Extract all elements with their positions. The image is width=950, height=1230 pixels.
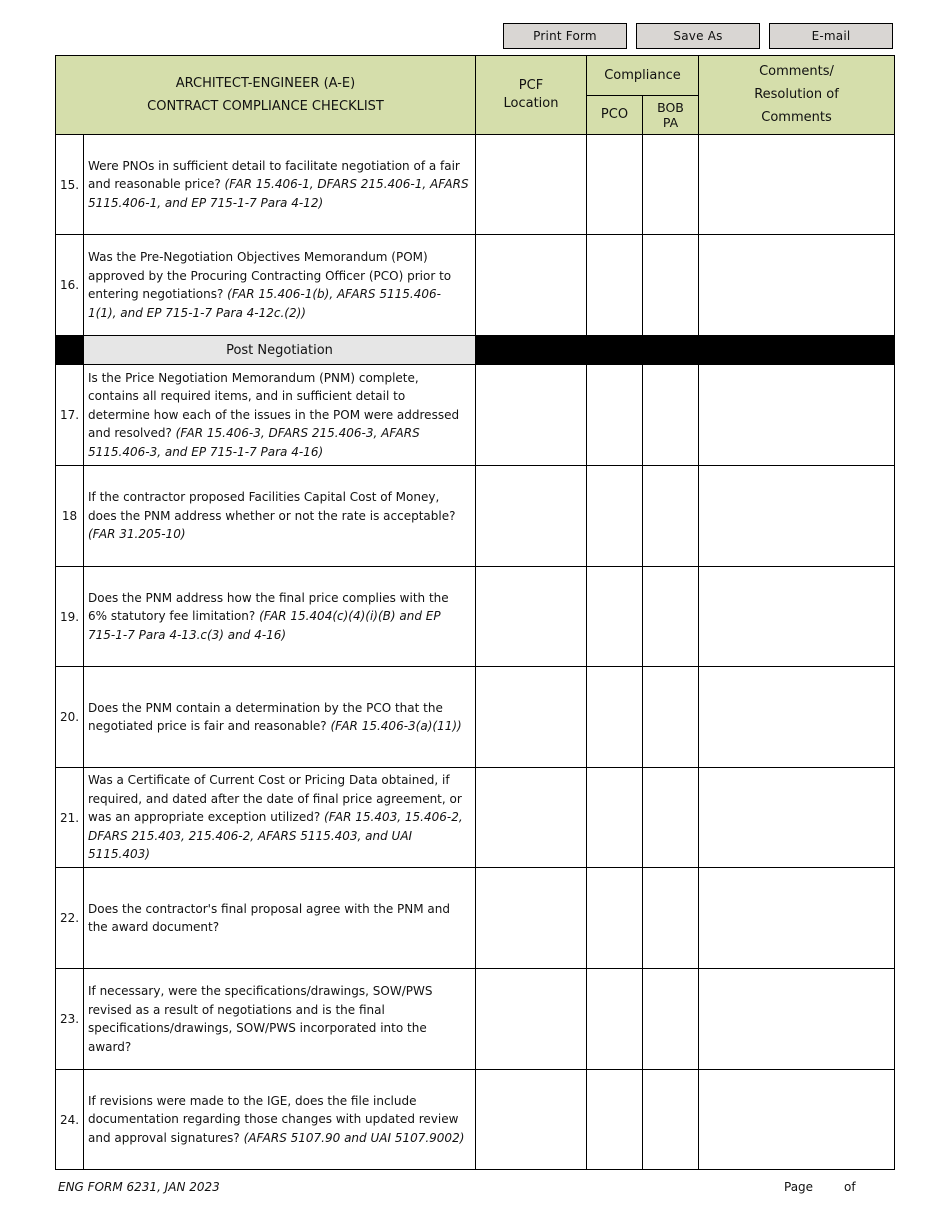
item-number: 17. <box>56 365 84 466</box>
comments-field[interactable] <box>699 135 895 235</box>
citation: (FAR 15.406-3, DFARS 215.406-3, AFARS 5115.406-3, and EP 715-1-7 Para 4-16) <box>88 426 420 459</box>
checklist-table <box>55 55 895 1170</box>
pcf-location-field[interactable] <box>476 466 587 567</box>
question-body: If the contractor proposed Facilities Capital Cost of Money, does the PNM address whether or not the rate is acceptable? <box>88 490 456 523</box>
question-body: Was a Certificate of Current Cost or Pricing Data obtained, if required, and dated after the date of final price agreement, or was an appropriate exception utilized? <box>88 773 462 825</box>
bob-pa-header <box>643 96 699 135</box>
question-body: If necessary, were the specifications/drawings, SOW/PWS revised as a result of negotiations and is the final specifications/drawings, SOW/PWS incorporated into the award? <box>88 984 433 1054</box>
print-form-button[interactable]: Print Form <box>503 23 627 49</box>
citation: (FAR 15.404(c)(4)(i)(B) and EP 715-1-7 Para 4-13.c(3) and 4-16) <box>88 609 441 642</box>
bob-pa-field[interactable] <box>643 667 699 768</box>
of-label: of <box>844 1180 856 1194</box>
bob-pa-field[interactable] <box>643 868 699 969</box>
comments-field[interactable] <box>699 868 895 969</box>
save-as-button[interactable]: Save As <box>636 23 760 49</box>
pco-field[interactable] <box>587 135 643 235</box>
comments-field[interactable] <box>699 567 895 667</box>
pcf-label: PCF <box>518 78 544 93</box>
question-text <box>84 1070 476 1170</box>
bob-pa-field[interactable] <box>643 365 699 466</box>
pco-field[interactable] <box>587 466 643 567</box>
bob-pa-field[interactable] <box>643 969 699 1070</box>
pcf-location-field[interactable] <box>476 365 587 466</box>
item-number: 24. <box>56 1070 84 1170</box>
pcf-location-field[interactable] <box>476 567 587 667</box>
pco-field[interactable] <box>587 365 643 466</box>
question-body: Does the PNM contain a determination by the PCO that the negotiated price is fair and reasonable? <box>88 700 443 733</box>
question-body: If revisions were made to the IGE, does the file include documentation regarding those changes with updated review and approval signatures? <box>88 1093 459 1145</box>
item-number: 15. <box>56 135 84 235</box>
comments-field[interactable] <box>699 667 895 768</box>
pco-field[interactable] <box>587 868 643 969</box>
section-marker <box>56 336 84 365</box>
compliance-header: Compliance <box>587 56 699 96</box>
pco-field[interactable] <box>587 1070 643 1170</box>
table-row <box>56 667 895 768</box>
comments-field[interactable] <box>699 969 895 1070</box>
pcf-location-header <box>476 56 587 135</box>
question-text <box>84 235 476 336</box>
table-row <box>56 567 895 667</box>
pa-label: PA <box>662 115 679 130</box>
table-row <box>56 135 895 235</box>
citation: (FAR 15.406-3(a)(11)) <box>330 719 462 733</box>
table-row <box>56 466 895 567</box>
section-title: Post Negotiation <box>84 336 476 365</box>
citation: (FAR 15.406-1, DFARS 215.406-1, AFARS 5115.406-1, and EP 715-1-7 Para 4-12) <box>88 177 469 210</box>
pco-field[interactable] <box>587 235 643 336</box>
title-line-2: CONTRACT COMPLIANCE CHECKLIST <box>147 98 384 114</box>
question-text <box>84 135 476 235</box>
email-button[interactable]: E-mail <box>769 23 893 49</box>
pcf-location-field[interactable] <box>476 135 587 235</box>
question-body: Is the Price Negotiation Memorandum (PNM) complete, contains all required items, and in sufficient detail to determine how each of the issues in the POM were addressed and resolved? <box>88 370 460 441</box>
pcf-location-field[interactable] <box>476 768 587 868</box>
pco-field[interactable] <box>587 567 643 667</box>
pco-field[interactable] <box>587 969 643 1070</box>
citation: (FAR 15.406-1(b), AFARS 5115.406-1(1), and EP 715-1-7 Para 4-12c.(2)) <box>88 287 441 320</box>
question-body: Was the Pre-Negotiation Objectives Memorandum (POM) approved by the Procuring Contracting Officer (PCO) prior to entering negotiations? <box>88 250 452 301</box>
form-title <box>56 56 476 135</box>
item-number: 21. <box>56 768 84 868</box>
question-text <box>84 969 476 1070</box>
bob-pa-field[interactable] <box>643 567 699 667</box>
form-id: ENG FORM 6231, JAN 2023 <box>58 1180 220 1194</box>
question-text <box>84 567 476 667</box>
section-row <box>56 336 895 365</box>
comments-field[interactable] <box>699 1070 895 1170</box>
pco-field[interactable] <box>587 768 643 868</box>
pco-field[interactable] <box>587 667 643 768</box>
citation: (FAR 31.205-10) <box>88 527 186 542</box>
table-row <box>56 1070 895 1170</box>
bob-pa-field[interactable] <box>643 466 699 567</box>
resolution-label: Resolution of <box>754 87 839 102</box>
table-row <box>56 969 895 1070</box>
question-text <box>84 768 476 868</box>
table-row <box>56 235 895 336</box>
location-label: Location <box>503 96 559 111</box>
bob-pa-field[interactable] <box>643 235 699 336</box>
table-row <box>56 365 895 466</box>
comments-field[interactable] <box>699 466 895 567</box>
comments-label: Comments/ <box>759 64 834 79</box>
item-number: 16. <box>56 235 84 336</box>
item-number: 18 <box>56 466 84 567</box>
pcf-location-field[interactable] <box>476 868 587 969</box>
table-row <box>56 768 895 868</box>
item-number: 22. <box>56 868 84 969</box>
question-text <box>84 868 476 969</box>
citation: (FAR 15.403, 15.406-2, DFARS 215.403, 215.406-2, AFARS 5115.403, and UAI 5115.403) <box>88 810 463 862</box>
comments-field[interactable] <box>699 768 895 868</box>
citation: (AFARS 5107.90 and UAI 5107.9002) <box>243 1130 465 1145</box>
comments-header <box>699 56 895 135</box>
item-number: 20. <box>56 667 84 768</box>
item-number: 23. <box>56 969 84 1070</box>
question-text <box>84 466 476 567</box>
page-label: Page <box>784 1180 814 1194</box>
question-body: Does the PNM address how the final price complies with the 6% statutory fee limitation? <box>88 590 449 624</box>
pcf-location-field[interactable] <box>476 1070 587 1170</box>
pcf-location-field[interactable] <box>476 969 587 1070</box>
title-line-1: ARCHITECT-ENGINEER (A-E) <box>175 75 356 91</box>
pcf-location-field[interactable] <box>476 667 587 768</box>
bob-pa-field[interactable] <box>643 135 699 235</box>
bob-pa-field[interactable] <box>643 768 699 868</box>
question-text <box>84 667 476 768</box>
item-number: 19. <box>56 567 84 667</box>
table-row <box>56 868 895 969</box>
bob-label: BOB <box>657 100 684 115</box>
question-text <box>84 365 476 466</box>
pco-header: PCO <box>587 96 643 135</box>
comments-field[interactable] <box>699 365 895 466</box>
comments-label-2: Comments <box>761 110 832 125</box>
bob-pa-field[interactable] <box>643 1070 699 1170</box>
comments-field[interactable] <box>699 235 895 336</box>
question-body: Were PNOs in sufficient detail to facilitate negotiation of a fair and reasonable price? <box>88 158 460 192</box>
section-fill <box>476 336 895 365</box>
pcf-location-field[interactable] <box>476 235 587 336</box>
question-body: Does the contractor's final proposal agree with the PNM and the award document? <box>88 901 450 934</box>
